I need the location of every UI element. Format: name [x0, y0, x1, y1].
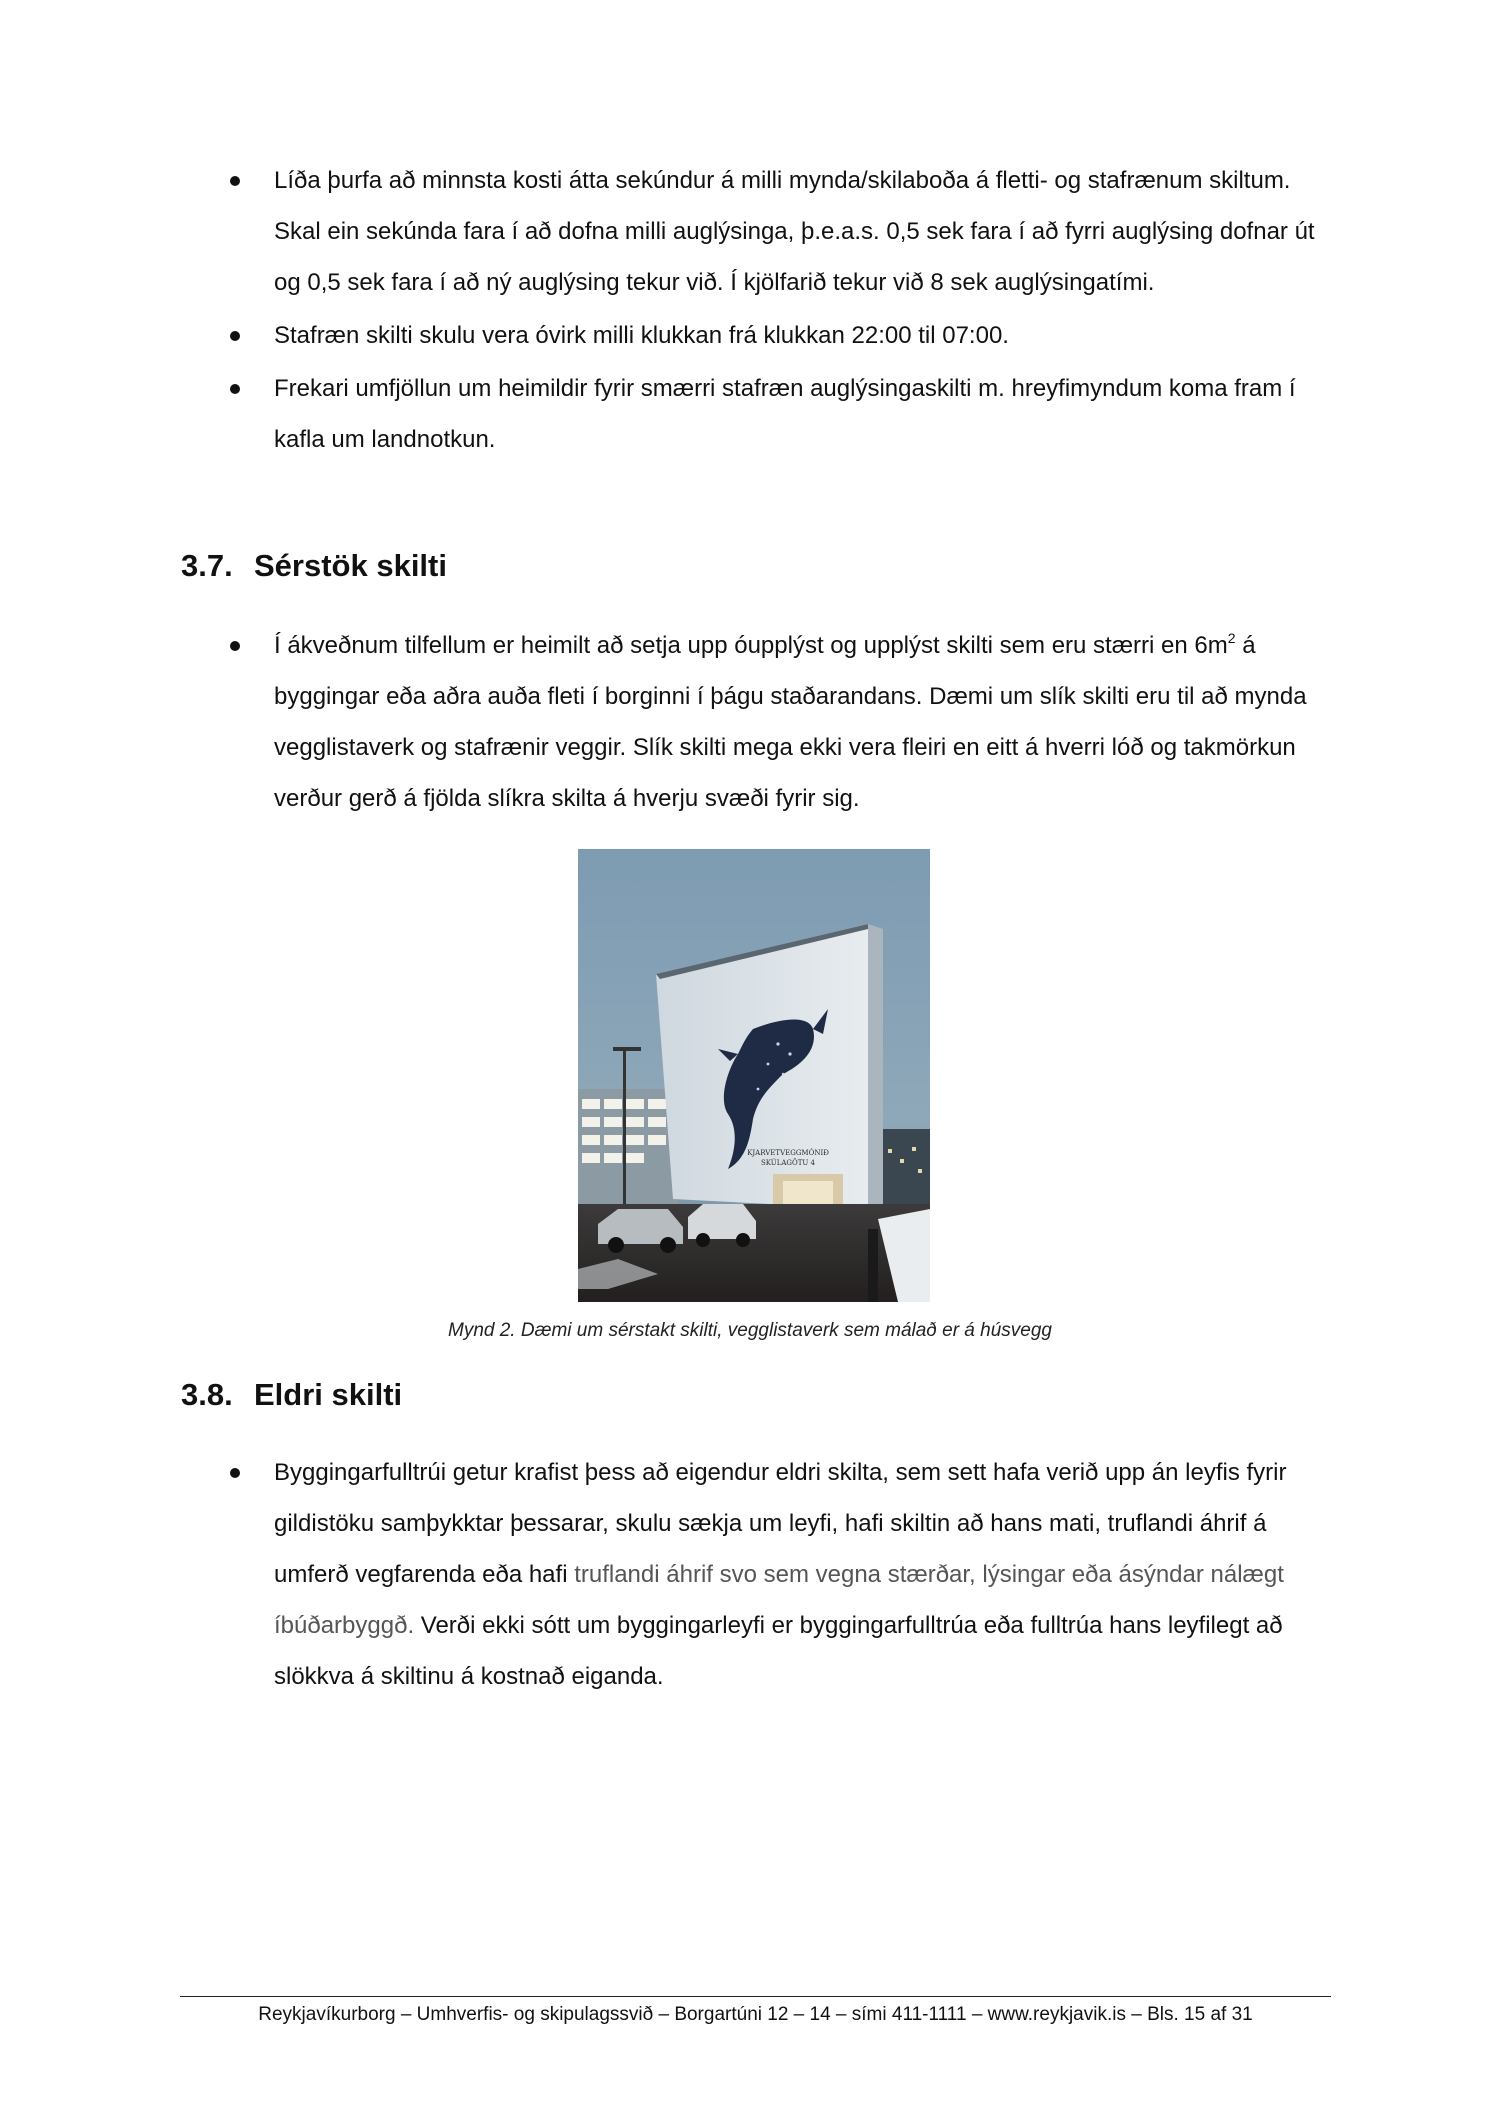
bullet-text-part1: Byggingarfulltrúi getur krafist þess að eigendur eldri skilta, sem sett hafa verið upp án leyfis fyrir gildistöku samþykktar þessarar, skulu sækja um leyfi, hafi skiltin að hans mati, truflandi áhrif á umferð vegfarenda eða hafi: [274, 1459, 1287, 1588]
bullet-text-part1: Í ákveðnum tilfellum er heimilt að setja upp óupplýst og upplýst skilti sem eru stærri en 6m: [274, 632, 1228, 659]
superscript: 2: [1227, 630, 1236, 646]
bullet-list-3-7: [230, 620, 1330, 826]
bullet-icon: [230, 641, 240, 651]
bullet-text: Stafræn skilti skulu vera óvirk milli klukkan frá klukkan 22:00 til 07:00.: [274, 322, 1009, 349]
building-sign-line1: KJARVETVEGGMÓNIÐ: [747, 1149, 829, 1157]
bullet-text: Líða þurfa að minnsta kosti átta sekúndur á milli mynda/skilaboða á fletti- og stafrænum skiltum. Skal ein sekúnda fara í að dofna milli auglýsinga, þ.e.a.s. 0,5 sek fara í að fyrri auglýsing dofnar út og 0,5 sek fara í að ný auglýsing tekur við. Í kjölfarið tekur við 8 sek auglýsingatími.: [274, 167, 1315, 296]
figure-caption: Mynd 2. Dæmi um sérstakt skilti, vegglistaverk sem málað er á húsvegg: [448, 1320, 1052, 1341]
bullet-text: Frekari umfjöllun um heimildir fyrir smærri stafræn auglýsingaskilti m. hreyfimyndum koma fram í kafla um landnotkun.: [274, 375, 1296, 453]
list-item: [230, 620, 1330, 824]
bullet-text-part2: á byggingar eða aðra auða fleti í borginni í þágu staðarandans. Dæmi um slík skilti eru til að mynda vegglistaverk og stafrænir veggir. Slík skilti mega ekki vera fleiri en eitt á hverri lóð og takmörkun verður gerð á fjölda slíkra skilta á hverju svæði fyrir sig.: [274, 632, 1307, 812]
list-item: [230, 310, 1330, 361]
page-footer: Reykjavíkurborg – Umhverfis- og skipulagssvið – Borgartúni 12 – 14 – sími 411-1111 – www.reykjavik.is – Bls. 15 af 31: [258, 2004, 1253, 2025]
section-number: 3.8.: [181, 1377, 233, 1412]
section-title: Eldri skilti: [254, 1377, 403, 1412]
section-number: 3.7.: [181, 548, 233, 583]
bullet-icon: [230, 176, 240, 186]
mural-photo-image: [578, 849, 930, 1302]
section-heading-3-7: [181, 546, 447, 586]
bullet-list-3-8: [230, 1447, 1330, 1704]
section-heading-3-8: [181, 1375, 402, 1415]
section-title: Sérstök skilti: [254, 548, 447, 583]
bullet-list-top: [230, 155, 1330, 467]
bullet-text-part3: Verði ekki sótt um byggingarleyfi er byggingarfulltrúa eða fulltrúa hans leyfilegt að slökkva á skiltinu á kostnað eiganda.: [274, 1612, 1283, 1690]
bullet-icon: [230, 1468, 240, 1478]
building-sign-line2: SKÚLAGÖTU 4: [761, 1159, 815, 1167]
bullet-text-muted: truflandi áhrif svo sem vegna stærðar, lýsingar eða ásýndar nálægt íbúðarbyggð.: [274, 1561, 1284, 1639]
list-item: [230, 1447, 1330, 1702]
mural-photo: [578, 849, 930, 1302]
list-item: [230, 363, 1330, 465]
bullet-icon: [230, 384, 240, 394]
bullet-icon: [230, 331, 240, 341]
list-item: [230, 155, 1330, 308]
footer-divider: [180, 1996, 1331, 1997]
